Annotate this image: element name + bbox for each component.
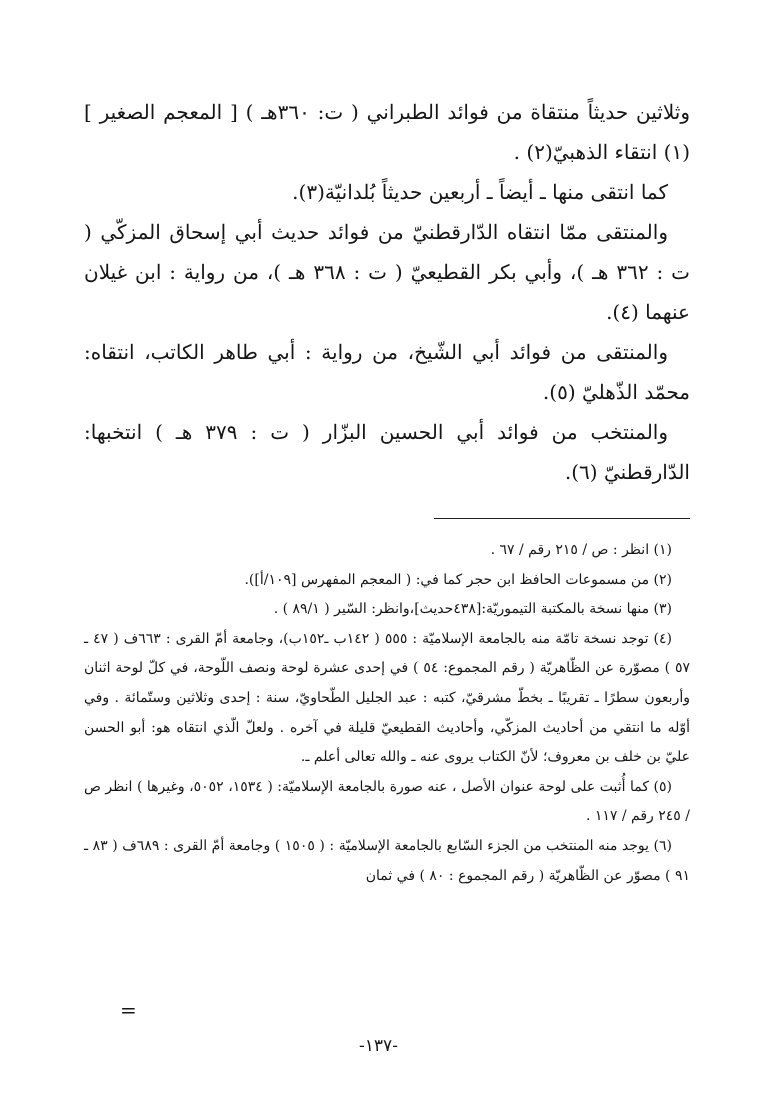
footnote-separator — [434, 518, 690, 519]
footnote-3: (٣) منها نسخة بالمكتبة التيموريّة:[٤٣٨حديث]،وانظر: السّير ( ٨٩/١ ) . — [273, 601, 672, 618]
footnotes — [84, 536, 690, 891]
footnote-2: (٢) من مسموعات الحافظ ابن حجر كما في: ( المعجم المفهرس [١٠٩/أ]). — [244, 571, 672, 588]
paragraph-3: والمنتقى ممّا انتقاه الدّارقطنيّ من فوائد حديث أبي إسحاق المزكّي ( ت : ٣٦٢ هـ )، وأبي بكر القطيعيّ ( ت : ٣٦٨ هـ )، من رواية : ابن غيلان عنهما (٤). — [84, 220, 691, 324]
footnote-1: (١) انظر : ص / ٢١٥ رقم / ٦٧ . — [490, 542, 672, 558]
main-text — [84, 92, 690, 492]
paragraph-5: والمنتخب من فوائد أبي الحسين البزّار ( ت : ٣٧٩ هـ ) انتخبها: الدّارقطنيّ (٦). — [84, 420, 690, 484]
paragraph-4: والمنتقى من فوائد أبي الشّيخ، من رواية : أبي طاهر الكاتب، انتقاه: محمّد الذّهليّ (٥). — [84, 340, 690, 404]
footnote-5: (٥) كما أُثبت على لوحة عنوان الأصل ، عنه صورة بالجامعة الإسلاميّة: ( ١٥٣٤، ٥٠٥٢، وغيرها ) انظر ص / ٢٤٥ رقم / ١١٧ . — [84, 778, 690, 825]
footnote-6: (٦) يوجد منه المنتخب من الجزء السّابع بالجامعة الإسلاميّة : ( ١٥٠٥ ) وجامعة أمّ القرى : ٦٨٩ف ( ٨٣ ـ ٩١ ) مصوّر عن الظّاهريّة ( رقم المجموع : ٨٠ ) في ثمان — [84, 837, 690, 884]
continuation-mark: = — [120, 998, 137, 1022]
paragraph-1: وثلاثين حديثاً منتقاة من فوائد الطبراني ( ت: ٣٦٠هـ ) [ المعجم الصغير ] (١) انتقاء الذهبيّ(٢) . — [84, 100, 690, 164]
page-number: -١٣٧- — [359, 1036, 398, 1056]
paragraph-2: كما انتقى منها ـ أيضاً ـ أربعين حديثاً بُلدانيّة(٣). — [292, 180, 668, 204]
footnote-4: (٤) توجد نسخة تامّة منه بالجامعة الإسلاميّة : ٥٥٥ ( ١٤٢ب ـ١٥٢ب)، وجامعة أمّ القرى : ٦٦٣ف ( ٤٧ ـ ٥٧ ) مصوّرة عن الظّاهريّة ( رقم المجموع: ٥٤ ) في إحدى عشرة لوحة ونصف اللّوحة، في كلّ لوحة اثنان وأربعون سطرًا ـ تقريبًا ـ بخطّ مشرقيّ، كتبه : عبد الجليل الطّحاويّ، سنة : إحدى وثلاثين وستّمائة . وفي أوّله ما انتقي من أحاديث المزكّي، وأحاديث القطيعيّ قليلة في آخره . ولعلّ الّذي انتقاه هو: أبو الحسن عليّ بن خلف بن معروف؛ لأنّ الكتاب يروى عنه ـ والله تعالى أعلم ـ. — [84, 630, 690, 766]
